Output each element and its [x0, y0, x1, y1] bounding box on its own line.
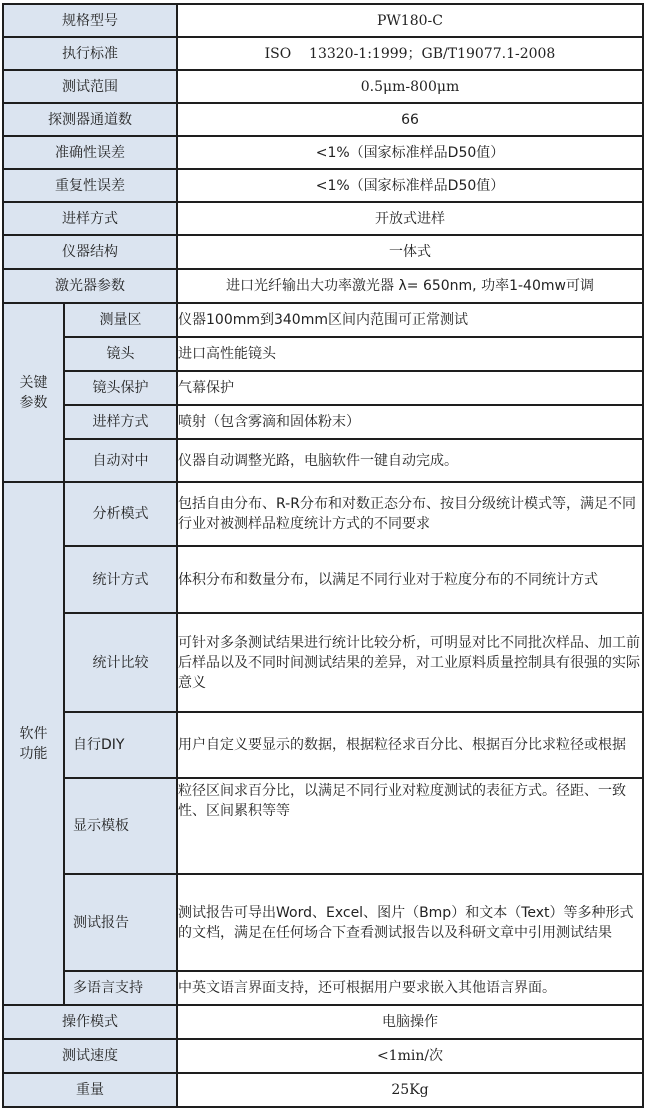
spec-row — [3, 4, 643, 37]
software-row — [3, 778, 643, 874]
software-feature-value: 可针对多条测试结果进行统计比较分析，可明显对比不同批次样品、加工前后样品以及不同时间测试结果的差异，对工业原料质量控制具有很强的实际意义 — [177, 613, 643, 712]
software-feature-value: 粒径区间求百分比，以满足不同行业对粒度测试的表征方式。径距、一致性、区间累积等等 — [177, 778, 643, 874]
spec-value: PW180-C — [177, 4, 643, 37]
spec-row — [3, 37, 643, 70]
spec-value: 一体式 — [177, 235, 643, 269]
spec-label: 操作模式 — [3, 1005, 177, 1039]
spec-label: 执行标准 — [3, 37, 177, 70]
spec-label: 进样方式 — [3, 202, 177, 235]
key-param-value: 进口高性能镜头 — [177, 337, 643, 371]
spec-label: 仪器结构 — [3, 235, 177, 269]
spec-label: 探测器通道数 — [3, 103, 177, 136]
spec-label: 测试范围 — [3, 70, 177, 103]
software-feature-label: 统计方式 — [64, 546, 177, 613]
spec-value: 电脑操作 — [177, 1005, 643, 1039]
software-feature-label: 分析模式 — [64, 482, 177, 546]
software-feature-value: 体积分布和数量分布，以满足不同行业对于粒度分布的不同统计方式 — [177, 546, 643, 613]
key-params-row — [3, 371, 643, 405]
key-param-label: 自动对中 — [64, 439, 177, 482]
spec-label: 测试速度 — [3, 1039, 177, 1073]
key-param-label: 镜头 — [64, 337, 177, 371]
spec-value: 开放式进样 — [177, 202, 643, 235]
key-params-row — [3, 303, 643, 337]
spec-label: 激光器参数 — [3, 269, 177, 303]
software-feature-value: 包括自由分布、R-R分布和对数正态分布、按目分级统计模式等，满足不同行业对被测样品粒度统计方式的不同要求 — [177, 482, 643, 546]
software-group-text: 软件功能 — [19, 725, 48, 762]
software-feature-label: 统计比较 — [64, 613, 177, 712]
spec-row — [3, 1005, 643, 1039]
key-params-row — [3, 405, 643, 439]
key-params-row — [3, 337, 643, 371]
spec-row — [3, 136, 643, 169]
spec-row — [3, 1073, 643, 1107]
spec-value: 0.5μm-800μm — [177, 70, 643, 103]
spec-label: 重量 — [3, 1073, 177, 1107]
spec-value: 66 — [177, 103, 643, 136]
software-group-label — [3, 482, 64, 1005]
software-feature-value: 测试报告可导出Word、Excel、图片（Bmp）和文本（Text）等多种形式的文档，满足在任何场合下查看测试报告以及科研文章中引用测试结果 — [177, 874, 643, 971]
spec-value: 25Kg — [177, 1073, 643, 1107]
key-params-group-label — [3, 303, 64, 482]
key-param-value: 喷射（包含雾滴和固体粉末） — [177, 405, 643, 439]
spec-row — [3, 1039, 643, 1073]
spec-value: ISO 13320-1:1999；GB/T19077.1-2008 — [177, 37, 643, 70]
spec-row — [3, 202, 643, 235]
spec-table — [2, 3, 644, 1108]
software-row — [3, 482, 643, 546]
key-param-label: 进样方式 — [64, 405, 177, 439]
spec-value: <1%（国家标准样品D50值） — [177, 169, 643, 202]
spec-row — [3, 235, 643, 269]
spec-value: <1min/次 — [177, 1039, 643, 1073]
key-param-value: 仪器自动调整光路，电脑软件一键自动完成。 — [177, 439, 643, 482]
software-feature-value: 用户自定义要显示的数据，根据粒径求百分比、根据百分比求粒径或根据 — [177, 712, 643, 778]
spec-row — [3, 103, 643, 136]
software-feature-label: 自行DIY — [64, 712, 177, 778]
spec-value: <1%（国家标准样品D50值） — [177, 136, 643, 169]
software-row — [3, 874, 643, 971]
software-row — [3, 613, 643, 712]
key-params-row — [3, 439, 643, 482]
spec-label: 准确性误差 — [3, 136, 177, 169]
key-param-label: 测量区 — [64, 303, 177, 337]
key-param-label: 镜头保护 — [64, 371, 177, 405]
spec-value: 进口光纤输出大功率激光器 λ= 650nm, 功率1-40mw可调 — [177, 269, 643, 303]
software-row — [3, 712, 643, 778]
software-row — [3, 546, 643, 613]
key-param-value: 仪器100mm到340mm区间内范围可正常测试 — [177, 303, 643, 337]
spec-label: 规格型号 — [3, 4, 177, 37]
software-feature-label: 测试报告 — [64, 874, 177, 971]
software-feature-label: 多语言支持 — [64, 971, 177, 1005]
key-params-group-text: 关键参数 — [19, 374, 48, 411]
spec-row — [3, 70, 643, 103]
spec-label: 重复性误差 — [3, 169, 177, 202]
spec-row — [3, 269, 643, 303]
software-feature-label: 显示模板 — [64, 778, 177, 874]
spec-row — [3, 169, 643, 202]
key-param-value: 气幕保护 — [177, 371, 643, 405]
software-row — [3, 971, 643, 1005]
software-feature-value: 中英文语言界面支持，还可根据用户要求嵌入其他语言界面。 — [177, 971, 643, 1005]
